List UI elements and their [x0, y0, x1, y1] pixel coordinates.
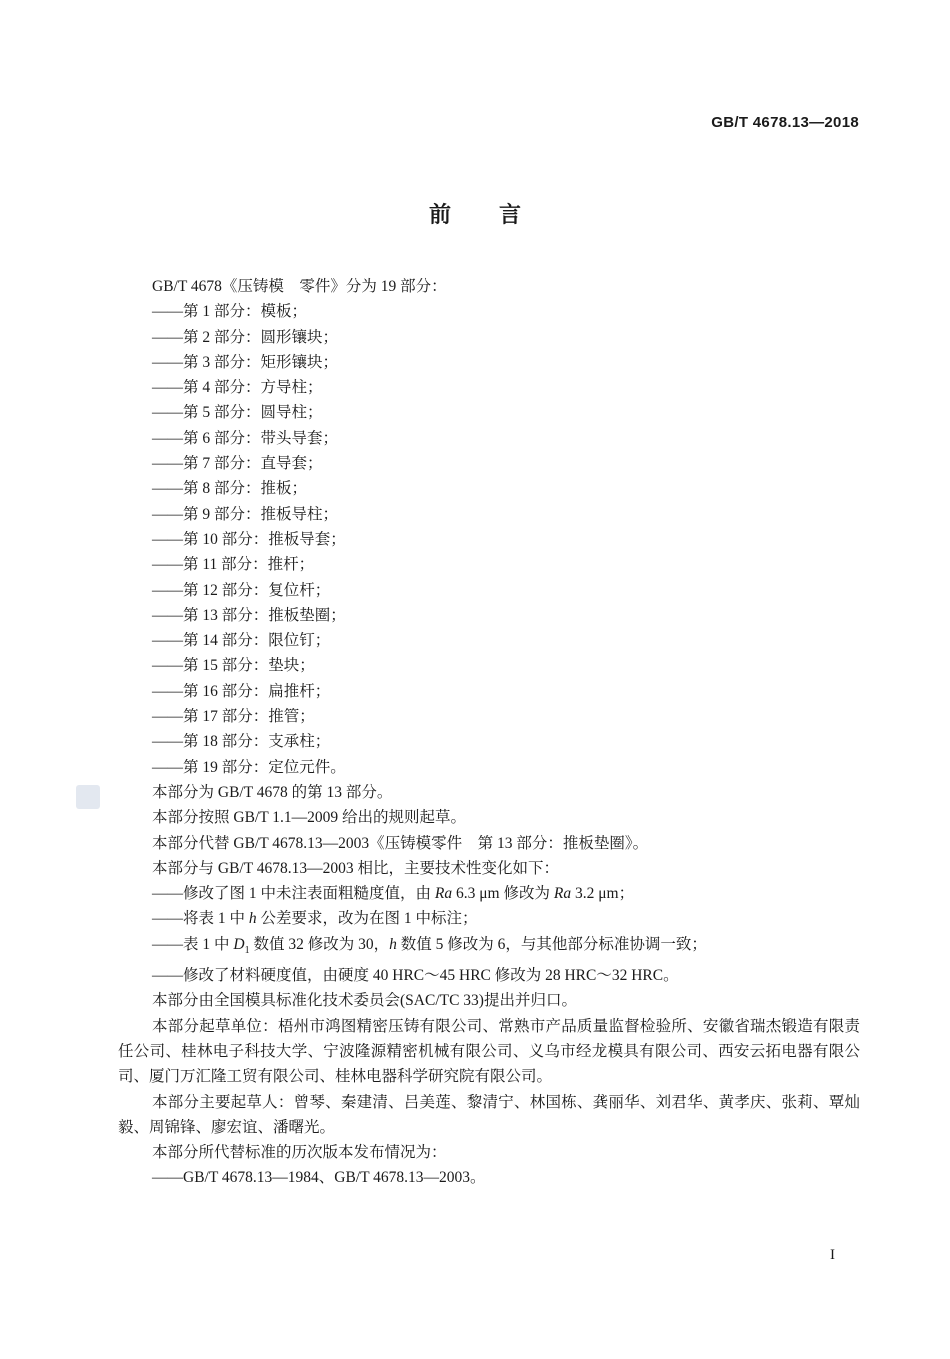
part-list-item: ——第 14 部分：限位钉；	[152, 632, 331, 650]
drafting-units: 本部分起草单位：梧州市鸿图精密压铸有限公司、常熟市产品质量监督检验所、安徽省瑞杰锻造有限责任公司、桂林电子科技大学、宁波隆源精密机械有限公司、义乌市经龙模具有限公司、西安云拓电器有限公司、厦门万汇隆工贸有限公司、桂林电器科学研究院有限公司。	[118, 1017, 860, 1086]
paragraph: 本部分所代替标准的历次版本发布情况为：	[152, 1144, 447, 1162]
paragraph: 本部分按照 GB/T 1.1—2009 给出的规则起草。	[152, 809, 467, 827]
part-list-item: ——第 8 部分：推板；	[152, 480, 308, 498]
subscript: 1	[244, 944, 250, 956]
part-list-item: ——第 5 部分：圆导柱；	[152, 404, 323, 422]
symbol: Ra	[553, 885, 572, 903]
drafters: 本部分主要起草人：曾琴、秦建清、吕美莲、黎清宁、林国栋、龚丽华、刘君华、黄孝庆、张莉、覃灿毅、周锦锋、廖宏谊、潘曙光。	[118, 1093, 860, 1136]
text: ——修改了图 1 中未注表面粗糙度值，由	[152, 885, 435, 903]
text: 3.2 μm；	[571, 885, 635, 903]
symbol: D	[233, 935, 245, 953]
part-list-item: ——第 17 部分：推管；	[152, 708, 315, 726]
part-list-item: ——第 4 部分：方导柱；	[152, 379, 323, 397]
symbol: h	[389, 935, 397, 953]
symbol: Ra	[434, 885, 453, 903]
part-list-item: ——第 12 部分：复位杆；	[152, 581, 331, 599]
change-item	[118, 906, 860, 931]
part-list-item: ——第 18 部分：支承柱；	[152, 733, 331, 751]
text: ——将表 1 中	[152, 910, 249, 928]
part-list-item: ——第 3 部分：矩形镶块；	[152, 353, 339, 371]
part-list-item: ——第 7 部分：直导套；	[152, 455, 323, 473]
part-list-item: ——第 2 部分：圆形镶块；	[152, 328, 339, 346]
part-list-item: ——第 19 部分：定位元件。	[152, 758, 346, 776]
foreword-body	[118, 274, 860, 1191]
part-list-item: ——第 9 部分：推板导柱；	[152, 505, 339, 523]
paragraph: 本部分代替 GB/T 4678.13—2003《压铸模零件 第 13 部分：推板垫圈》。	[152, 834, 649, 852]
standard-number: GB/T 4678.13—2018	[711, 114, 859, 131]
change-item	[118, 932, 860, 963]
change-item	[118, 881, 860, 906]
part-list-item: ——第 11 部分：推杆；	[152, 556, 315, 574]
paragraph: 本部分与 GB/T 4678.13—2003 相比，主要技术性变化如下：	[152, 859, 560, 877]
symbol: h	[248, 910, 257, 928]
part-list-item: ——第 6 部分：带头导套；	[152, 429, 339, 447]
watermark-stamp	[76, 785, 100, 809]
title-char: 前	[428, 203, 451, 228]
text: 数值 32 修改为 30，	[249, 935, 390, 953]
text: ——表 1 中	[152, 935, 234, 953]
part-list-item: ——第 1 部分：模板；	[152, 303, 308, 321]
text: 数值 5 修改为 6，与其他部分标准协调一致；	[396, 935, 707, 953]
parts-list	[118, 299, 860, 780]
paragraph: 本部分为 GB/T 4678 的第 13 部分。	[152, 783, 393, 801]
part-list-item: ——第 10 部分：推板导套；	[152, 530, 346, 548]
intro-paragraph: GB/T 4678《压铸模 零件》分为 19 部分：	[152, 278, 447, 295]
part-list-item: ——第 13 部分：推板垫圈；	[152, 606, 346, 624]
title-char: 言	[499, 203, 522, 228]
change-item: ——修改了材料硬度值，由硬度 40 HRC～45 HRC 修改为 28 HRC～32 HRC。	[152, 967, 679, 985]
part-list-item: ——第 15 部分：垫块；	[152, 657, 315, 675]
text: 公差要求，改为在图 1 中标注；	[256, 910, 478, 928]
previous-editions: ——GB/T 4678.13—1984、GB/T 4678.13—2003。	[152, 1169, 486, 1187]
page-number: I	[830, 1247, 835, 1263]
part-list-item: ——第 16 部分：扁推杆；	[152, 682, 331, 700]
page-title	[0, 198, 950, 229]
text: 6.3 μm 修改为	[452, 885, 554, 903]
paragraph: 本部分由全国模具标准化技术委员会(SAC/TC 33)提出并归口。	[152, 992, 577, 1010]
